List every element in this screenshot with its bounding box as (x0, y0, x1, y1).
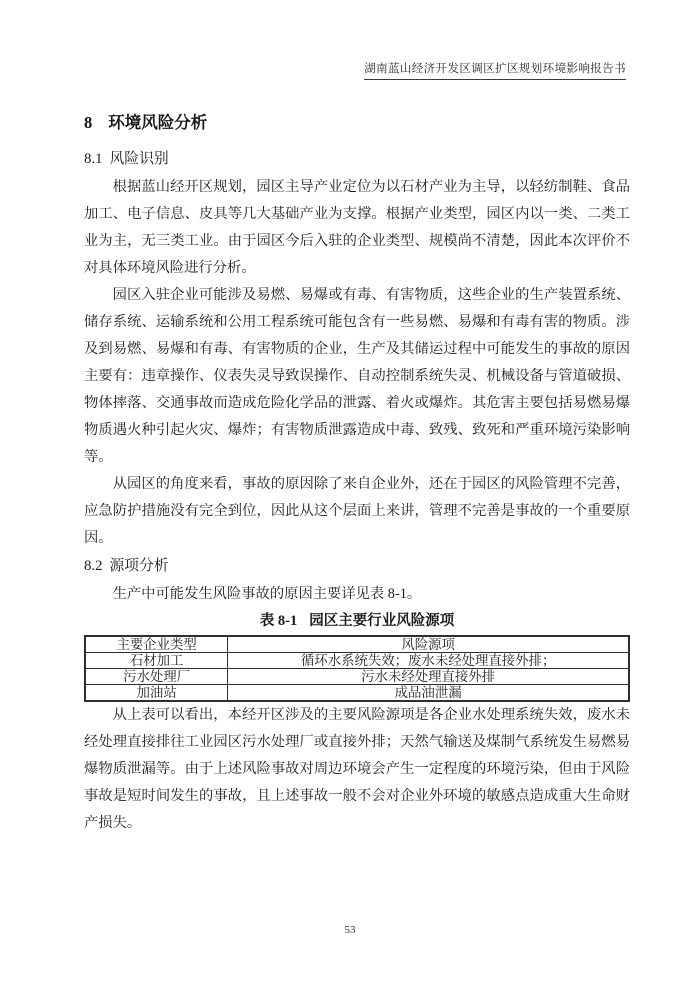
chapter-number: 8 (84, 113, 93, 132)
paragraph: 从上表可以看出，本经开区涉及的主要风险源项是各企业水处理系统失效，废水未经处理直接排往工业园区污水处理厂或直接外排；天然气输送及煤制气系统发生易燃易爆物质泄漏等。由于上述风险事故对周边环境会产生一定程度的环境污染，但由于风险事故是短时间发生的事故，且上述事故一般不会对企业外环境的敏感点造成重大生命财产损失。 (84, 707, 630, 831)
table-header-row (85, 636, 629, 653)
chapter-title: 环境风险分析 (108, 113, 208, 132)
chapter-heading (84, 112, 630, 134)
table-caption (84, 611, 630, 632)
table-row (85, 669, 629, 685)
section-8-2-number: 8.2 (84, 558, 103, 574)
table-header-cell: 风险源项 (228, 636, 629, 653)
table-row (85, 653, 629, 669)
section-8-1-number: 8.1 (84, 151, 103, 167)
table-caption-title: 园区主要行业风险源项 (309, 613, 455, 629)
table-header-cell: 主要企业类型 (85, 636, 228, 653)
table-cell: 石材加工 (85, 653, 228, 669)
page-number: 53 (344, 924, 356, 936)
table-row (85, 685, 629, 702)
table-cell: 污水未经处理直接外排 (228, 669, 629, 685)
paragraph: 生产中可能发生风险事故的原因主要详见表 8-1。 (112, 586, 422, 602)
paragraph: 根据蓝山经开区规划，园区主导产业定位为以石材产业为主导，以轻纺制鞋、食品加工、电子信息、皮具等几大基础产业为支撑。根据产业类型，园区内以一类、二类工业为主，无三类工业。由于园区今后入驻的企业类型、规模尚不清楚，因此本次评价不对具体环境风险进行分析。 (84, 179, 630, 276)
risk-source-table (84, 635, 630, 702)
section-heading-8-2 (84, 552, 630, 581)
running-header (364, 60, 626, 80)
section-8-1-title: 风险识别 (109, 151, 169, 167)
table-caption-label: 表 8-1 (259, 613, 298, 629)
table-cell: 成品油泄漏 (228, 685, 629, 702)
section-heading-8-1 (84, 145, 630, 174)
running-header-text: 湖南蓝山经济开发区调区扩区规划环境影响报告书 (364, 60, 626, 80)
table-cell: 加油站 (85, 685, 228, 702)
table-cell: 循环水系统失效；废水未经处理直接外排； (228, 653, 629, 669)
paragraph: 园区入驻企业可能涉及易燃、易爆或有毒、有害物质，这些企业的生产装置系统、储存系统、运输系统和公用工程系统可能包含有一些易燃、易爆和有毒有害的物质。涉及到易燃、易爆和有毒、有害物质的企业，生产及其储运过程中可能发生的事故的原因主要有：违章操作、仪表失灵导致误操作、自动控制系统失灵、机械设备与管道破损、物体摔落、交通事故而造成危险化学品的泄露、着火或爆炸。其危害主要包括易燃易爆物质遇火种引起火灾、爆炸；有害物质泄露造成中毒、致残、致死和严重环境污染影响等。 (84, 287, 630, 465)
table-cell: 污水处理厂 (85, 669, 228, 685)
section-8-2-title: 源项分析 (109, 558, 169, 574)
page-content (84, 112, 630, 837)
paragraph: 从园区的角度来看，事故的原因除了来自企业外，还在于园区的风险管理不完善，应急防护措施没有完全到位，因此从这个层面上来讲，管理不完善是事故的一个重要原因。 (84, 476, 630, 546)
